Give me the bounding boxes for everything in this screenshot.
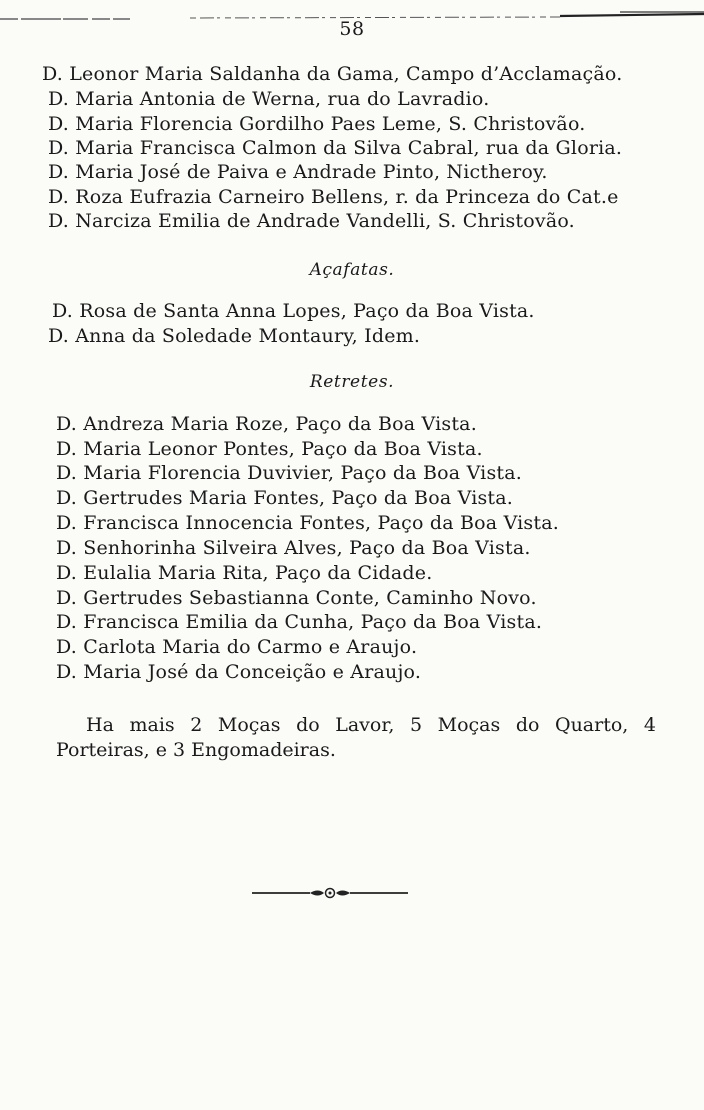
list-item: D. Maria Leonor Pontes, Paço da Boa Vista. (56, 438, 483, 460)
list-item: D. Maria Florencia Duvivier, Paço da Boa Vista. (56, 462, 522, 484)
list-item: D. Andreza Maria Roze, Paço da Boa Vista. (56, 413, 477, 435)
list-item: D. Francisca Emilia da Cunha, Paço da Boa Vista. (56, 611, 543, 633)
list-item: D. Leonor Maria Saldanha da Gama, Campo d’Acclamação. (42, 63, 623, 85)
list-item: D. Francisca Innocencia Fontes, Paço da Boa Vista. (56, 512, 559, 534)
list-item: D. Anna da Soledade Montaury, Idem. (48, 325, 421, 347)
closing-note: Ha mais 2 Moças do Lavor, 5 Moças do Quarto, 4 Porteiras, e 3 Engomadeiras. (56, 714, 656, 761)
list-item: D. Rosa de Santa Anna Lopes, Paço da Boa Vista. (52, 300, 535, 322)
list-item: D. Maria José da Conceição e Araujo. (56, 661, 422, 683)
list-item: D. Gertrudes Sebastianna Conte, Caminho Novo. (56, 587, 537, 609)
list-item: D. Maria Francisca Calmon da Silva Cabral, rua da Gloria. (48, 137, 623, 159)
list-item: D. Maria Antonia de Werna, rua do Lavradio. (48, 88, 490, 110)
section-heading-acafatas: Açafatas. (309, 260, 395, 280)
list-item: D. Narciza Emilia de Andrade Vandelli, S. Christovão. (48, 210, 575, 232)
list-item: D. Eulalia Maria Rita, Paço da Cidade. (56, 562, 433, 584)
ornament-icon (252, 885, 408, 901)
list-item: D. Gertrudes Maria Fontes, Paço da Boa Vista. (56, 487, 514, 509)
list-item: D. Roza Eufrazia Carneiro Bellens, r. da Princeza do Cat.e (48, 186, 619, 208)
list-item: D. Carlota Maria do Carmo e Araujo. (56, 636, 418, 658)
list-item: D. Maria Florencia Gordilho Paes Leme, S. Christovão. (48, 113, 586, 135)
page-number: 58 (339, 18, 365, 40)
section-heading-retretes: Retretes. (309, 372, 395, 392)
list-item: D. Maria José de Paiva e Andrade Pinto, Nictheroy. (48, 161, 548, 183)
list-item: D. Senhorinha Silveira Alves, Paço da Boa Vista. (56, 537, 531, 559)
